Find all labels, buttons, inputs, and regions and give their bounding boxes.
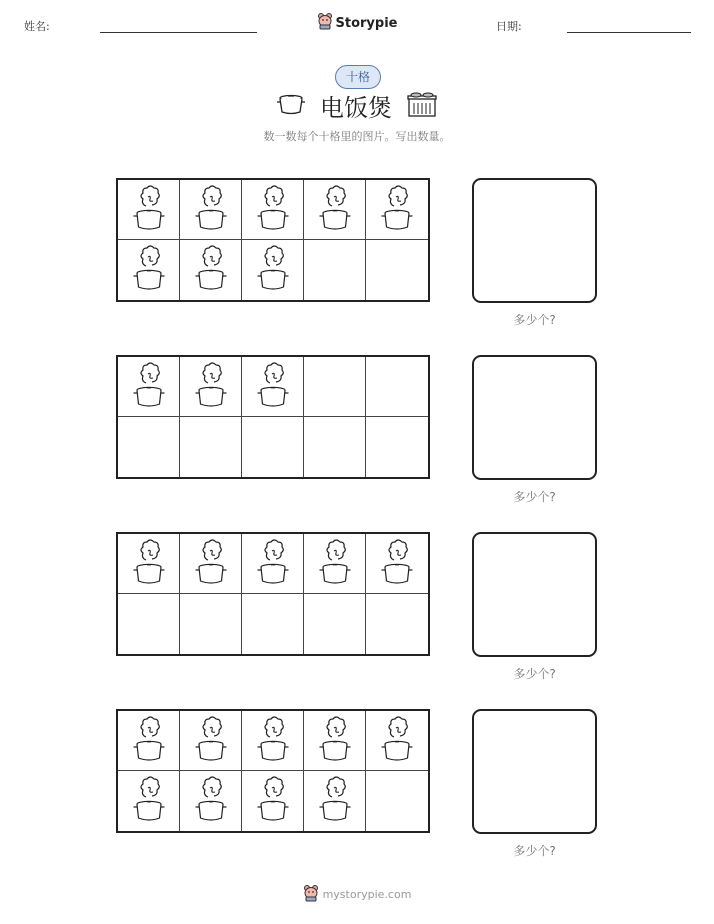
answer-box-3[interactable]: [472, 532, 597, 657]
ten-frame-cell: [366, 594, 428, 654]
stove-icon: [406, 90, 438, 122]
how-many-label-1: 多少个?: [513, 313, 556, 327]
ten-frame-1: [116, 178, 430, 302]
steaming-pot-icon: [318, 184, 352, 236]
steaming-pot-icon: [194, 538, 228, 590]
steaming-pot-icon: [318, 775, 352, 827]
steaming-pot-icon: [318, 715, 352, 767]
ten-frame-cell: [304, 534, 366, 594]
how-many-label-4: 多少个?: [513, 844, 556, 858]
ten-frame-cell: [118, 357, 180, 417]
ten-frame-cell: [304, 417, 366, 477]
ten-frame-3: [116, 532, 430, 656]
ten-frame-cell: [304, 711, 366, 771]
ten-frame-cell: [180, 594, 242, 654]
ten-frame-cell: [366, 417, 428, 477]
date-line[interactable]: [567, 32, 691, 33]
ten-frame-cell: [366, 771, 428, 831]
ten-frame-cell: [366, 357, 428, 417]
steaming-pot-icon: [132, 775, 166, 827]
how-many-label-2: 多少个?: [513, 490, 556, 504]
ten-frame-cell: [180, 534, 242, 594]
steaming-pot-icon: [132, 715, 166, 767]
steaming-pot-icon: [318, 538, 352, 590]
ten-frame-cell: [118, 534, 180, 594]
ten-frame-cell: [242, 240, 304, 300]
steaming-pot-icon: [132, 184, 166, 236]
storypie-mascot-icon: [303, 884, 319, 905]
ten-frame-cell: [180, 417, 242, 477]
ten-frame-cell: [242, 417, 304, 477]
ten-frame-cell: [180, 357, 242, 417]
ten-frame-cell: [242, 534, 304, 594]
ten-frame-cell: [304, 594, 366, 654]
ten-frame-cell: [118, 594, 180, 654]
ten-frame-2: [116, 355, 430, 479]
steaming-pot-icon: [256, 361, 290, 413]
steaming-pot-icon: [380, 715, 414, 767]
page-title: 电饭煲: [320, 94, 392, 122]
steaming-pot-icon: [256, 538, 290, 590]
ten-frame-cell: [366, 711, 428, 771]
steaming-pot-icon: [380, 184, 414, 236]
steaming-pot-icon: [194, 715, 228, 767]
steaming-pot-icon: [194, 184, 228, 236]
ten-frame-cell: [304, 240, 366, 300]
ten-frame-cell: [180, 180, 242, 240]
how-many-label-3: 多少个?: [513, 667, 556, 681]
steaming-pot-icon: [256, 775, 290, 827]
ten-frame-cell: [242, 771, 304, 831]
answer-box-4[interactable]: [472, 709, 597, 834]
steaming-pot-icon: [194, 775, 228, 827]
ten-frame-cell: [118, 180, 180, 240]
date-label: 日期:: [496, 20, 522, 33]
ten-frame-cell: [180, 771, 242, 831]
ten-frame-cell: [118, 711, 180, 771]
steaming-pot-icon: [132, 538, 166, 590]
answer-box-1[interactable]: [472, 178, 597, 303]
steaming-pot-icon: [194, 244, 228, 296]
steaming-pot-icon: [380, 538, 414, 590]
steaming-pot-icon: [132, 361, 166, 413]
ten-frame-4: [116, 709, 430, 833]
ten-frame-cell: [304, 771, 366, 831]
ten-frame-cell: [242, 594, 304, 654]
ten-frame-cell: [366, 240, 428, 300]
steaming-pot-icon: [194, 361, 228, 413]
ten-frame-cell: [242, 180, 304, 240]
steaming-pot-icon: [132, 244, 166, 296]
brand: [0, 12, 714, 34]
ten-frame-cell: [118, 417, 180, 477]
ten-frame-cell: [118, 240, 180, 300]
steaming-pot-icon: [256, 715, 290, 767]
name-label: 姓名:: [24, 20, 50, 33]
ten-frame-cell: [180, 240, 242, 300]
ten-frame-cell: [242, 357, 304, 417]
storypie-mascot-icon: [317, 12, 333, 34]
ten-frame-cell: [304, 357, 366, 417]
steaming-pot-icon: [256, 244, 290, 296]
ten-frame-cell: [242, 711, 304, 771]
answer-box-2[interactable]: [472, 355, 597, 480]
instructions: 数一数每个十格里的图片。写出数量。: [263, 130, 451, 143]
cooking-pot-icon: [276, 93, 306, 119]
footer: [0, 884, 714, 906]
ten-frame-cell: [180, 711, 242, 771]
ten-frame-cell: [118, 771, 180, 831]
steaming-pot-icon: [256, 184, 290, 236]
ten-frame-cell: [366, 180, 428, 240]
ten-frame-cell: [304, 180, 366, 240]
brand-name: Storypie: [335, 15, 398, 31]
footer-url[interactable]: mystorypie.com: [322, 888, 412, 901]
ten-frame-cell: [366, 534, 428, 594]
worksheet-tag: 十格: [335, 65, 381, 89]
